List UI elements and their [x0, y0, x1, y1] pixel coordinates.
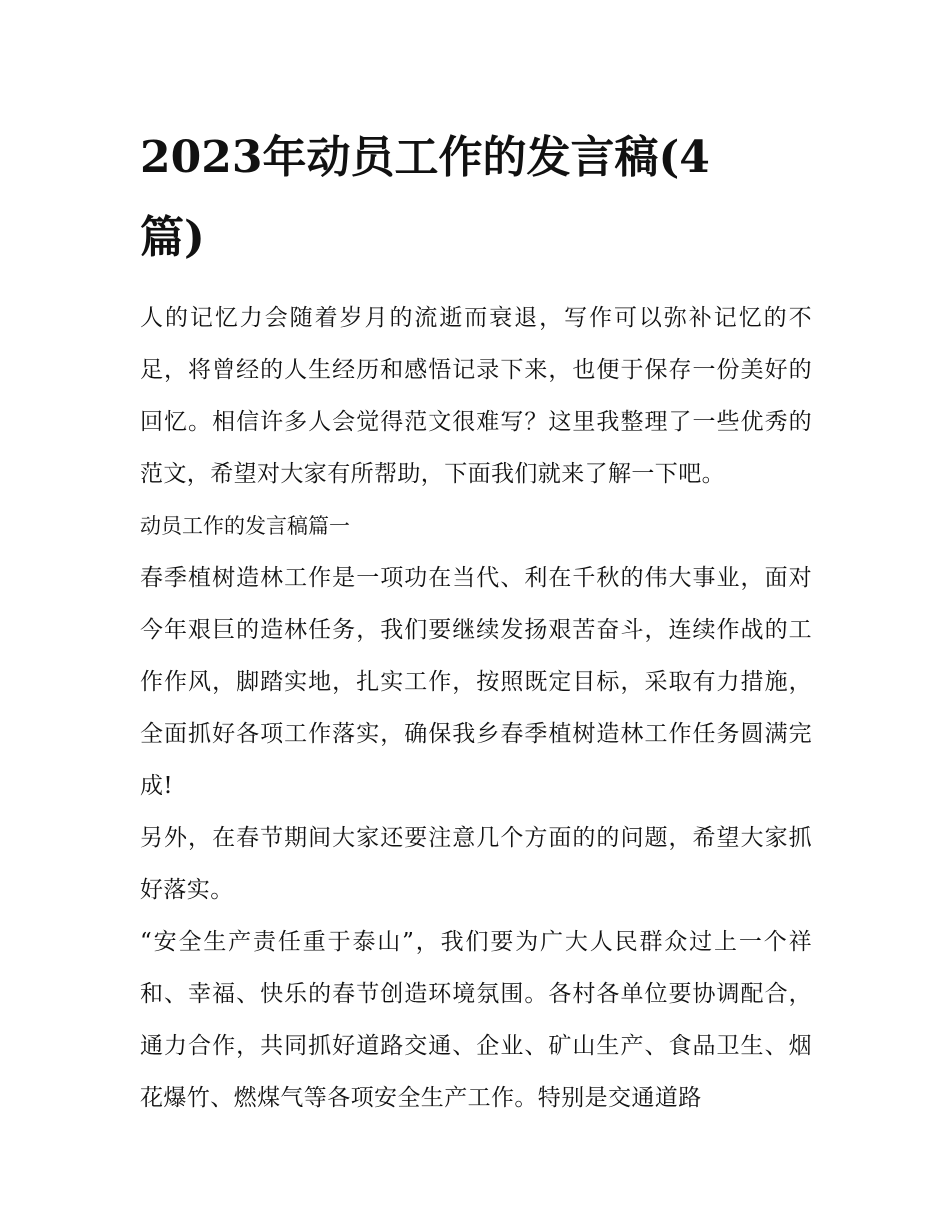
- intro-paragraph: 人的记忆力会随着岁月的流逝而衰退，写作可以弥补记忆的不足，将曾经的人生经历和感悟记录下来，也便于保存一份美好的回忆。相信许多人会觉得范文很难写？这里我整理了一些优秀的范文，希望对大家有所帮助，下面我们就来了解一下吧。: [140, 305, 812, 487]
- body-paragraph: 春季植树造林工作是一项功在当代、利在千秋的伟大事业，面对今年艰巨的造林任务，我们要继续发扬艰苦奋斗，连续作战的工作作风，脚踏实地，扎实工作，按照既定目标，采取有力措施，全面抓好各项工作落实，确保我乡春季植树造林工作任务圆满完成!: [140, 565, 812, 799]
- body-paragraph: “安全生产责任重于泰山”，我们要为广大人民群众过上一个祥和、幸福、快乐的春节创造环境氛围。各村各单位要协调配合，通力合作，共同抓好道路交通、企业、矿山生产、食品卫生、烟花爆竹、燃煤气等各项安全生产工作。特别是交通道路: [140, 929, 812, 1111]
- document-page: [140, 118, 812, 1124]
- document-title: 2023年动员工作的发言稿(4篇): [140, 132, 710, 263]
- section-heading: 动员工作的发言稿篇一: [140, 514, 350, 538]
- body-paragraph: 另外，在春节期间大家还要注意几个方面的的问题，希望大家抓好落实。: [140, 825, 812, 903]
